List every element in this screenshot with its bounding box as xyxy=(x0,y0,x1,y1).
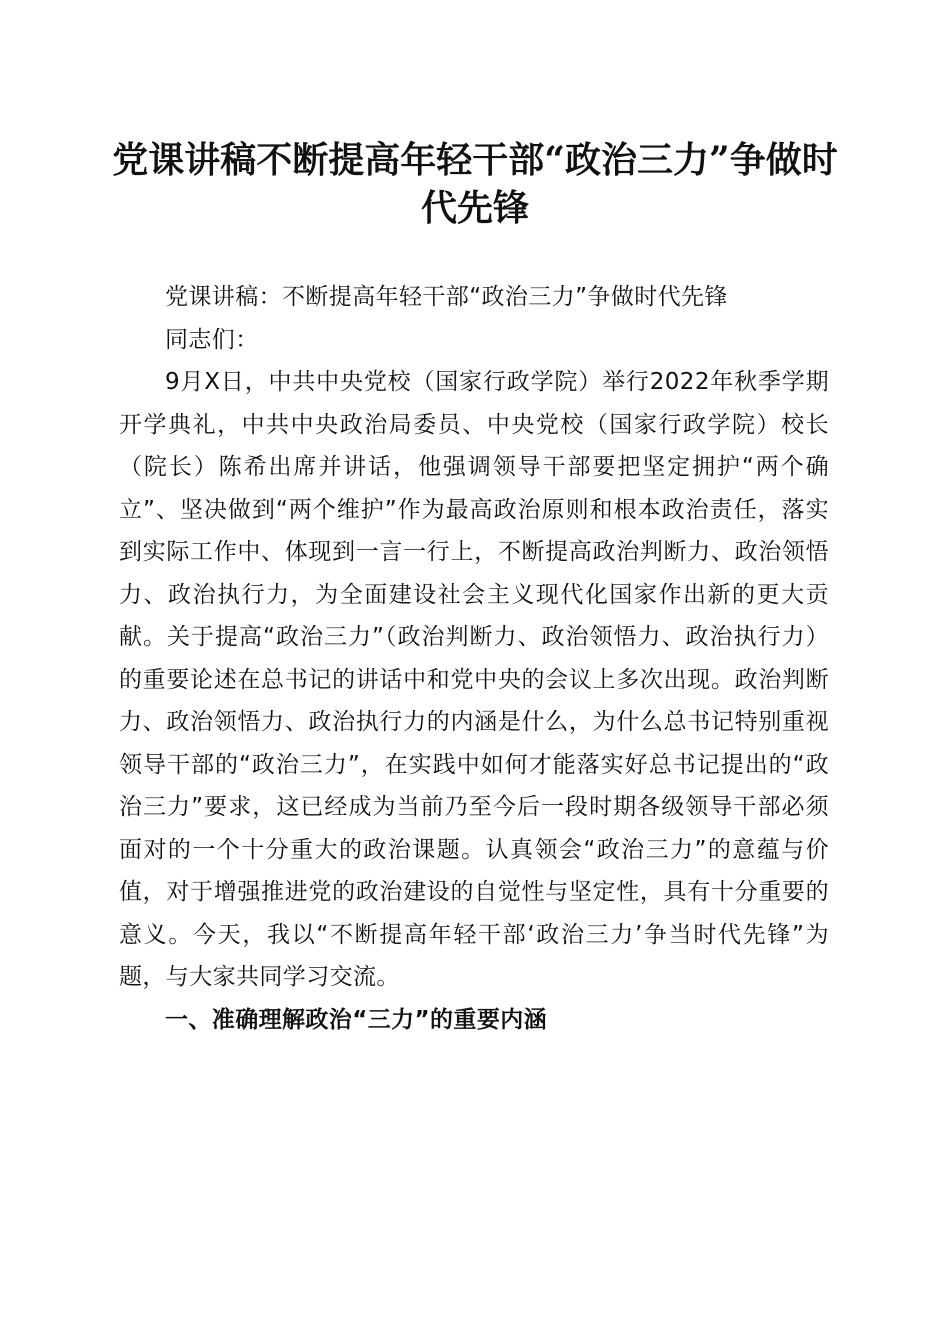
subtitle-line: 党课讲稿：不断提高年轻干部“政治三力”争做时代先锋 xyxy=(165,284,728,310)
salutation: 同志们： xyxy=(165,326,259,353)
body-paragraph: 9月X日，中共中央党校（国家行政学院）举行2022年秋季学期开学典礼，中共中央政治局委员、中央党校（国家行政学院）校长（院长）陈希出席并讲话，他强调领导干部要把坚定拥护“两个确立”、坚决做到“两个维护”作为最高政治原则和根本政治责任，落实到实际工作中、体现到一言一行上，不断提高政治判断力、政治领悟力、政治执行力，为全面建设社会主义现代化国家作出新的更大贡献。关于提高“政治三力”（政治判断力、政治领悟力、政治执行力）的重要论述在总书记的讲话中和党中央的会议上多次出现。政治判断力、政治领悟力、政治执行力的内涵是什么，为什么总书记特别重视领导干部的“政治三力”，在实践中如何才能落实好总书记提出的“政治三力”要求，这已经成为当前乃至今后一段时期各级领导干部必须面对的一个十分重大的政治课题。认真领会“政治三力”的意蕴与价值，对于增强推进党的政治建设的自觉性与坚定性，具有十分重要的意义。今天，我以“不断提高年轻干部‘政治三力’争当时代先锋”为题，与大家共同学习交流。 xyxy=(119,369,829,990)
document-body xyxy=(119,276,829,1041)
document-title: 党课讲稿不断提高年轻干部“政治三力”争做时代先锋 xyxy=(112,139,838,229)
section-heading: 一、准确理解政治“三力”的重要内涵 xyxy=(165,1006,548,1033)
